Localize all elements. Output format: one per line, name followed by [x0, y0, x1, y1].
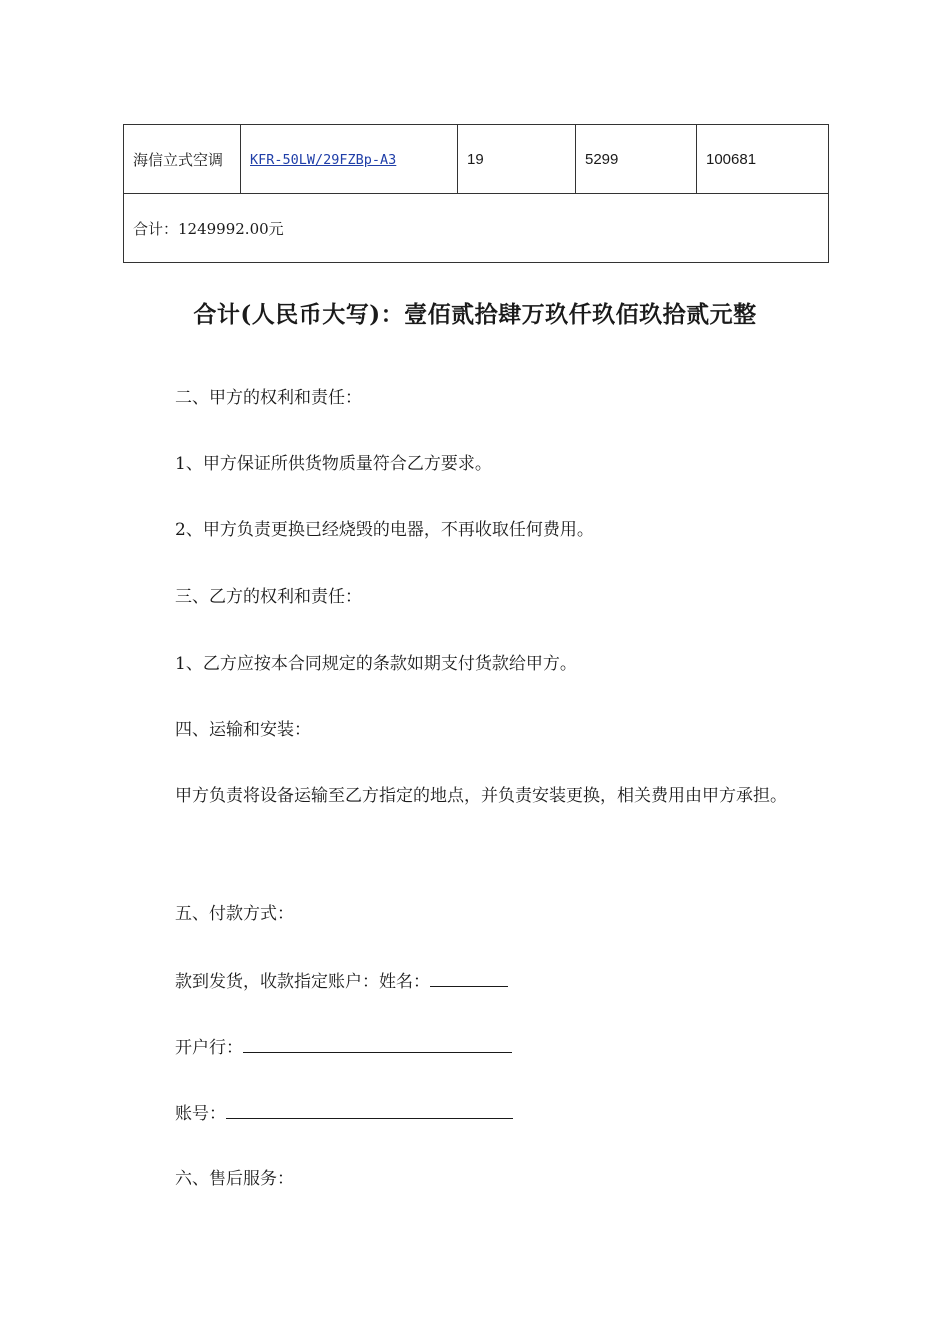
section-3-item-1: 1、乙方应按本合同规定的条款如期支付货款给甲方。 [175, 654, 577, 674]
section-4-title: 四、运输和安装： [175, 720, 311, 740]
section-2-item-1: 1、甲方保证所供货物质量符合乙方要求。 [175, 454, 492, 474]
bank-line [175, 1034, 512, 1060]
cell-amount: 100681 [697, 125, 829, 194]
bank-blank-field[interactable] [243, 1034, 512, 1053]
account-line [175, 1100, 513, 1126]
section-2-item-2: 2、甲方负责更换已经烧毁的电器，不再收取任何费用。 [175, 520, 594, 540]
account-label: 账号： [175, 1104, 226, 1124]
total-uppercase-heading: 合计(人民币大写)：壹佰贰拾肆万玖仟玖佰玖拾贰元整 [193, 301, 757, 328]
model-link[interactable]: KFR-50LW/29FZBp-A3 [250, 152, 397, 168]
section-2-title: 二、甲方的权利和责任： [175, 388, 362, 408]
cell-total: 合计：1249992.00元 [124, 194, 829, 263]
cell-model [241, 125, 458, 194]
payment-name-label: 款到发货，收款指定账户：姓名： [175, 972, 430, 992]
cell-product-name: 海信立式空调 [124, 125, 241, 194]
section-4-body: 甲方负责将设备运输至乙方指定的地点，并负责安装更换，相关费用由甲方承担。 [175, 786, 787, 806]
cell-quantity: 19 [458, 125, 576, 194]
goods-table [123, 124, 829, 263]
bank-label: 开户行： [175, 1038, 243, 1058]
section-6-title: 六、售后服务： [175, 1169, 294, 1189]
account-blank-field[interactable] [226, 1100, 513, 1119]
table-total-row [124, 194, 829, 263]
name-blank-field[interactable] [430, 968, 508, 987]
section-5-title: 五、付款方式： [175, 904, 294, 924]
table-row [124, 125, 829, 194]
payment-name-line [175, 968, 508, 994]
section-3-title: 三、乙方的权利和责任： [175, 587, 362, 607]
cell-unit-price: 5299 [576, 125, 697, 194]
